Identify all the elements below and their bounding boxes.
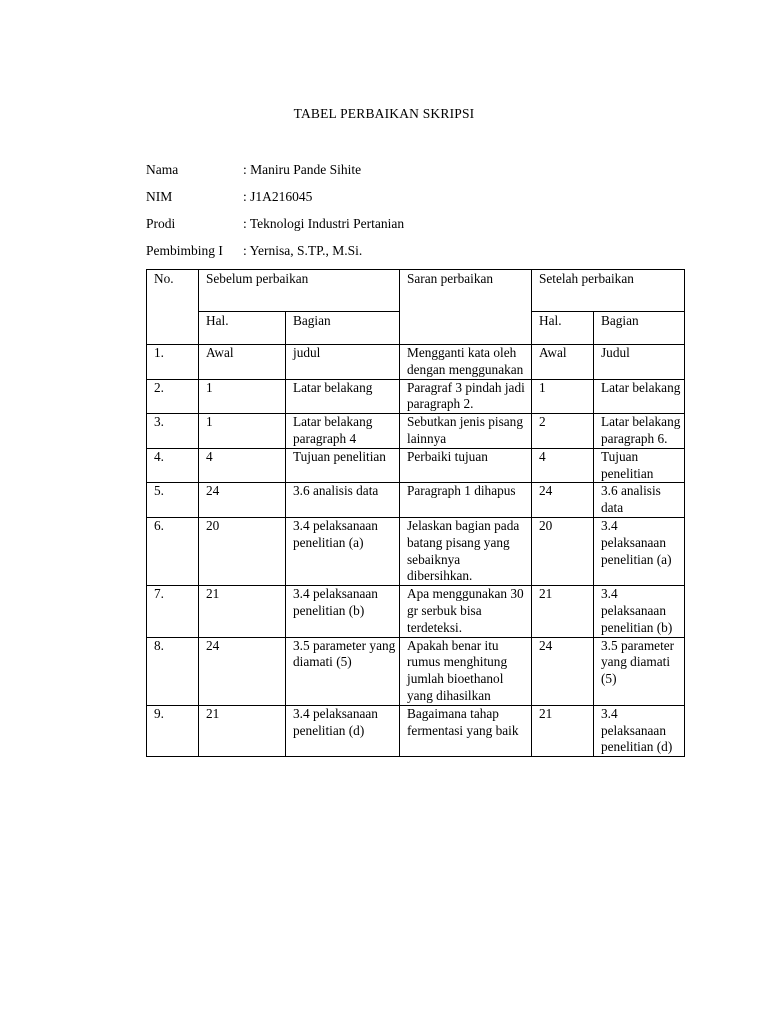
revision-table [146,269,685,757]
header-hal-after: Hal. [532,312,594,345]
cell-bagian-before: Latar belakang paragraph 4 [286,414,400,449]
cell-saran: Apakah benar itu rumus menghitung jumlah bioethanol yang dihasilkan [400,637,532,705]
info-label: Pembimbing I [146,243,223,258]
cell-bagian-after: 3.4 pelaksanaan penelitian (a) [594,517,685,585]
cell-hal-before: 1 [199,414,286,449]
info-label: Prodi [146,216,176,231]
cell-no: 1. [147,345,199,380]
cell-no: 2. [147,379,199,414]
cell-bagian-after: 3.5 parameter yang diamati (5) [594,637,685,705]
cell-bagian-before: Latar belakang [286,379,400,414]
table-header-row [147,270,685,312]
cell-hal-before: 24 [199,483,286,518]
cell-bagian-before: 3.6 analisis data [286,483,400,518]
info-value: : J1A216045 [243,189,313,204]
cell-hal-after: 21 [532,586,594,637]
info-label: Nama [146,162,179,177]
cell-hal-after: 2 [532,414,594,449]
cell-no: 6. [147,517,199,585]
table-body [147,270,685,757]
header-hal-before: Hal. [199,312,286,345]
header-no: No. [147,270,199,345]
cell-saran: Perbaiki tujuan [400,448,532,483]
info-value: : Maniru Pande Sihite [243,162,362,177]
cell-no: 5. [147,483,199,518]
info-value: : Yernisa, S.TP., M.Si. [243,243,363,258]
cell-saran: Jelaskan bagian pada batang pisang yang sebaiknya dibersihkan. [400,517,532,585]
header-bagian-after: Bagian [594,312,685,345]
cell-hal-before: 24 [199,637,286,705]
header-bagian-before: Bagian [286,312,400,345]
cell-hal-after: Awal [532,345,594,380]
cell-hal-after: 24 [532,637,594,705]
table-row [147,379,685,414]
cell-no: 3. [147,414,199,449]
cell-bagian-after: 3.4 pelaksanaan penelitian (d) [594,705,685,756]
cell-no: 7. [147,586,199,637]
cell-hal-after: 21 [532,705,594,756]
cell-hal-after: 4 [532,448,594,483]
header-sebelum: Sebelum perbaikan [199,270,400,312]
cell-bagian-after: 3.4 pelaksanaan penelitian (b) [594,586,685,637]
cell-hal-before: 20 [199,517,286,585]
table-row [147,414,685,449]
cell-bagian-after: Judul [594,345,685,380]
header-saran: Saran perbaikan [400,270,532,345]
cell-no: 4. [147,448,199,483]
cell-no: 8. [147,637,199,705]
table-row [147,483,685,518]
cell-hal-before: 21 [199,705,286,756]
table-row [147,517,685,585]
cell-bagian-before: 3.4 pelaksanaan penelitian (b) [286,586,400,637]
cell-bagian-after: 3.6 analisis data [594,483,685,518]
cell-hal-before: 21 [199,586,286,637]
cell-bagian-after: Tujuan penelitian [594,448,685,483]
cell-saran: Paragraph 1 dihapus [400,483,532,518]
cell-saran: Bagaimana tahap fermentasi yang baik [400,705,532,756]
cell-bagian-before: Tujuan penelitian [286,448,400,483]
cell-bagian-before: 3.5 parameter yang diamati (5) [286,637,400,705]
cell-saran: Paragraf 3 pindah jadi paragraph 2. [400,379,532,414]
cell-hal-before: 4 [199,448,286,483]
cell-hal-after: 20 [532,517,594,585]
cell-hal-after: 24 [532,483,594,518]
cell-bagian-after: Latar belakang paragraph 6. [594,414,685,449]
cell-bagian-before: judul [286,345,400,380]
table-row [147,705,685,756]
info-label: NIM [146,189,173,204]
table-row [147,345,685,380]
cell-saran: Mengganti kata oleh dengan menggunakan [400,345,532,380]
cell-bagian-before: 3.4 pelaksanaan penelitian (d) [286,705,400,756]
cell-saran: Apa menggunakan 30 gr serbuk bisa terdeteksi. [400,586,532,637]
table-row [147,637,685,705]
header-setelah: Setelah perbaikan [532,270,685,312]
cell-hal-before: Awal [199,345,286,380]
cell-no: 9. [147,705,199,756]
table-row [147,586,685,637]
cell-hal-after: 1 [532,379,594,414]
document-title: TABEL PERBAIKAN SKRIPSI [293,106,475,121]
cell-bagian-after: Latar belakang [594,379,685,414]
cell-saran: Sebutkan jenis pisang lainnya [400,414,532,449]
table-row [147,448,685,483]
cell-hal-before: 1 [199,379,286,414]
info-value: : Teknologi Industri Pertanian [243,216,405,231]
cell-bagian-before: 3.4 pelaksanaan penelitian (a) [286,517,400,585]
